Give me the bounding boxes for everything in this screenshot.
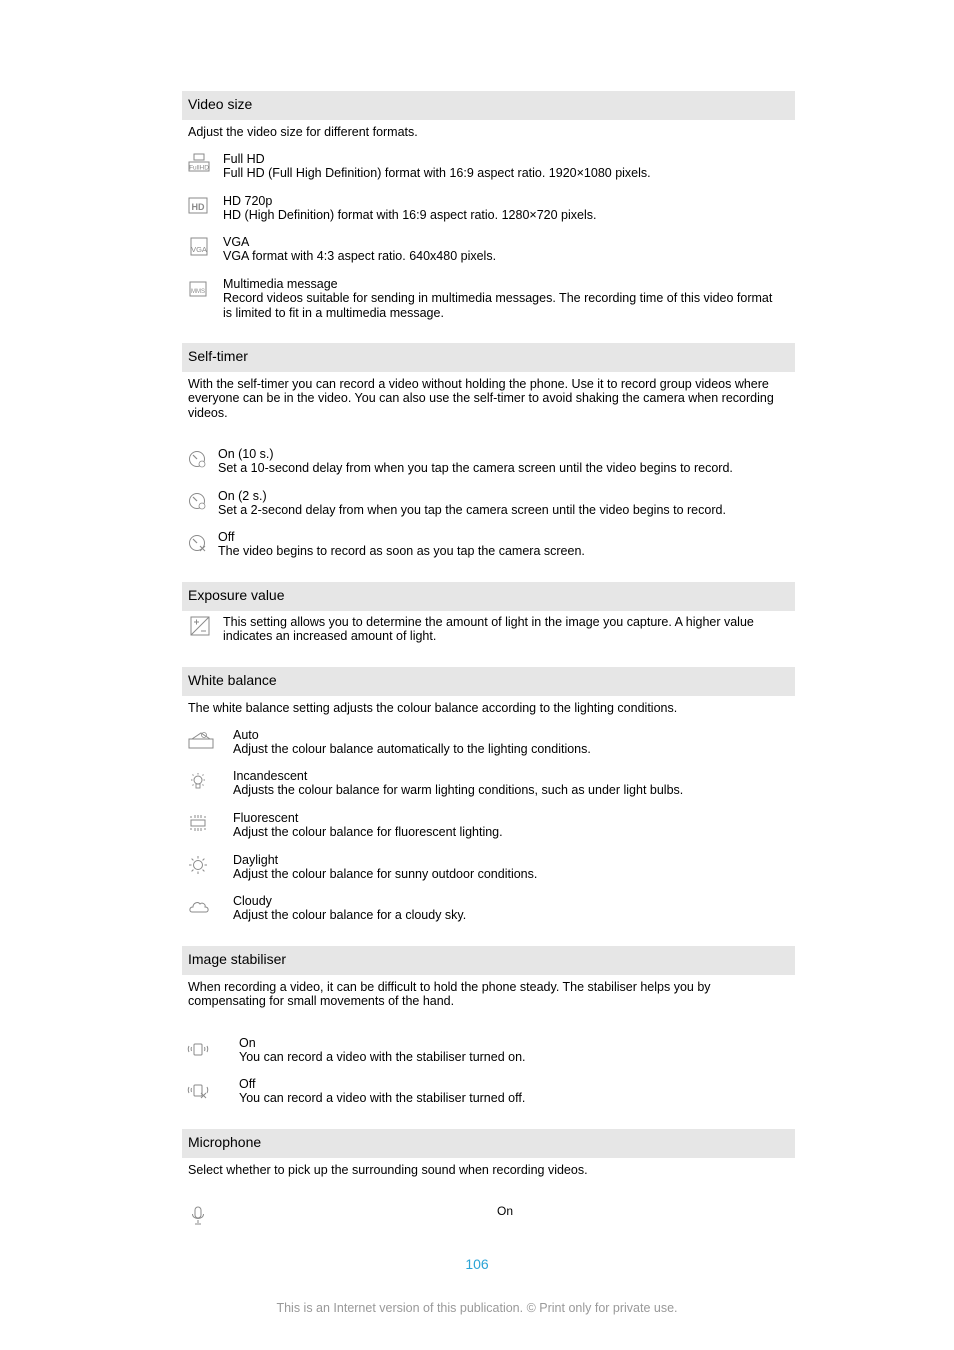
option-title: Daylight xyxy=(233,853,279,867)
white-balance-intro: The white balance setting adjusts the colour balance according to the lighting conditions. xyxy=(188,701,678,715)
option-description: Adjust the colour balance for sunny outdoor conditions. xyxy=(233,867,538,882)
option-title: Full HD xyxy=(223,152,265,166)
list-item xyxy=(218,530,788,559)
option-description: You can record a video with the stabiliser turned on. xyxy=(239,1050,526,1065)
list-item xyxy=(223,194,793,223)
option-title: On xyxy=(239,1036,256,1050)
image-stabiliser-intro: When recording a video, it can be difficult to hold the phone steady. The stabiliser helps you by compensating for small movements of the hand. xyxy=(188,980,711,1009)
microphone-intro: Select whether to pick up the surrounding sound when recording videos. xyxy=(188,1163,588,1177)
option-title: Off xyxy=(218,530,235,544)
option-title: Multimedia message xyxy=(223,277,338,291)
option-title: Auto xyxy=(233,728,259,742)
section-title: Self-timer xyxy=(188,348,248,364)
list-item xyxy=(218,447,788,476)
option-description: HD (High Definition) format with 16:9 aspect ratio. 1280×720 pixels. xyxy=(223,208,597,223)
incandescent-icon xyxy=(188,772,210,792)
hd-720p-icon xyxy=(188,196,210,216)
section-header-microphone xyxy=(182,1129,795,1158)
svg-text:HD: HD xyxy=(191,202,205,212)
timer-10s-icon xyxy=(187,449,209,469)
fluorescent-icon xyxy=(188,813,210,833)
option-description: Record videos suitable for sending in multimedia messages. The recording time of this video format is limited to fit in a multimedia message. xyxy=(223,291,773,320)
video-size-intro: Adjust the video size for different formats. xyxy=(188,125,418,139)
timer-2s-icon xyxy=(187,491,209,511)
section-title: White balance xyxy=(188,672,277,688)
mms-icon xyxy=(188,279,210,299)
option-title: On (10 s.) xyxy=(218,447,274,461)
section-title: Image stabiliser xyxy=(188,951,287,967)
full-hd-icon xyxy=(188,153,210,173)
section-title: Video size xyxy=(188,96,253,112)
exposure-value-description: This setting allows you to determine the amount of light in the image you capture. A higher value indicates an increased amount of light. xyxy=(223,615,754,644)
section-header-self-timer xyxy=(182,343,795,372)
list-item xyxy=(233,894,793,923)
option-description: Full HD (Full High Definition) format with 16:9 aspect ratio. 1920×1080 pixels. xyxy=(223,166,651,181)
option-title: Fluorescent xyxy=(233,811,299,825)
option-description: The video begins to record as soon as you tap the camera screen. xyxy=(218,544,585,559)
list-item xyxy=(233,769,793,798)
option-description: Adjust the colour balance for fluorescent lighting. xyxy=(233,825,503,840)
option-description: VGA format with 4:3 aspect ratio. 640x480 pixels. xyxy=(223,249,497,264)
microphone-on-label: On xyxy=(497,1204,514,1218)
vga-icon xyxy=(188,237,210,257)
section-header-exposure-value xyxy=(182,582,795,611)
option-description: You can record a video with the stabiliser turned off. xyxy=(239,1091,526,1106)
section-header-video-size xyxy=(182,91,795,120)
section-header-image-stabiliser xyxy=(182,946,795,975)
option-title: Cloudy xyxy=(233,894,272,908)
stabiliser-on-icon xyxy=(187,1039,209,1059)
list-item xyxy=(233,811,793,840)
section-header-white-balance xyxy=(182,667,795,696)
option-description: Set a 2-second delay from when you tap the camera screen until the video begins to record. xyxy=(218,503,726,518)
option-title: Incandescent xyxy=(233,769,308,783)
list-item xyxy=(233,853,793,882)
option-title: Off xyxy=(239,1077,256,1091)
daylight-icon xyxy=(188,855,210,875)
page-number: 106 xyxy=(465,1256,489,1272)
option-description: Adjusts the colour balance for warm lighting conditions, such as under light bulbs. xyxy=(233,783,684,798)
wb-auto-icon xyxy=(188,730,214,750)
list-item xyxy=(239,1077,789,1106)
svg-text:VGA: VGA xyxy=(191,245,207,254)
option-description: Adjust the colour balance automatically to the lighting conditions. xyxy=(233,742,591,757)
self-timer-intro: With the self-timer you can record a video without holding the phone. Use it to record group videos where everyone can be in the video. You can also use the self-timer to avoid shaking the camera when recording videos. xyxy=(188,377,774,420)
option-title: VGA xyxy=(223,235,250,249)
section-title: Exposure value xyxy=(188,587,285,603)
section-title: Microphone xyxy=(188,1134,262,1150)
svg-text:FullHD: FullHD xyxy=(189,164,209,172)
list-item xyxy=(223,277,783,320)
microphone-icon xyxy=(188,1206,210,1226)
list-item xyxy=(233,728,793,757)
svg-text:MMS: MMS xyxy=(191,289,205,295)
option-description: Set a 10-second delay from when you tap the camera screen until the video begins to record. xyxy=(218,461,733,476)
footer-notice: This is an Internet version of this publication. © Print only for private use. xyxy=(276,1301,678,1315)
list-item xyxy=(223,235,793,264)
list-item xyxy=(239,1036,789,1065)
list-item xyxy=(223,152,793,181)
option-description: Adjust the colour balance for a cloudy sky. xyxy=(233,908,467,923)
list-item xyxy=(218,489,788,518)
exposure-value-icon xyxy=(190,616,212,636)
cloudy-icon xyxy=(188,896,210,916)
timer-off-icon xyxy=(187,533,209,553)
option-title: HD 720p xyxy=(223,194,273,208)
option-title: On (2 s.) xyxy=(218,489,267,503)
stabiliser-off-icon xyxy=(187,1080,209,1100)
